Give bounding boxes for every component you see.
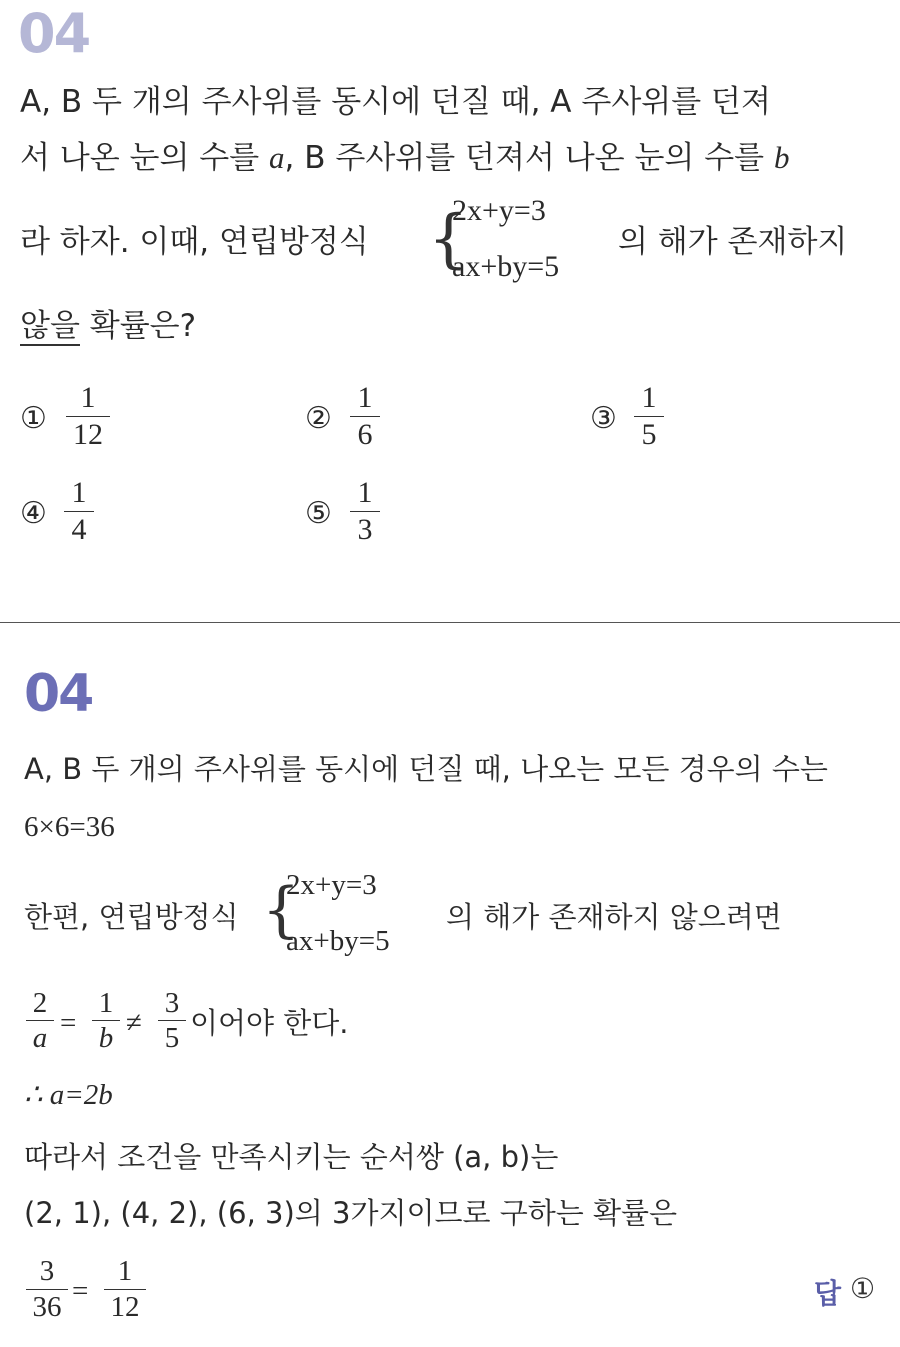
- cond-f3-den: 5: [164, 1022, 180, 1054]
- cond-fraction-1: [26, 988, 54, 1053]
- solution-eq-1: 2x+y=3: [286, 869, 377, 901]
- choice-5-denominator: 3: [357, 513, 373, 546]
- cond-eq-sign: =: [60, 1007, 77, 1039]
- cond-tail: 이어야 한다.: [190, 1006, 349, 1040]
- choice-3-fraction[interactable]: [634, 382, 664, 451]
- question-line-1-text: A, B 두 개의 주사위를 동시에 던질 때, A 주사위를 던져: [20, 84, 771, 120]
- question-line-4-rest: 확률은?: [79, 308, 197, 344]
- question-equation-system: [452, 194, 559, 284]
- choice-2-fraction[interactable]: [350, 382, 380, 451]
- final-fraction-2: [104, 1256, 146, 1323]
- question-eq-2: ax+by=5: [452, 250, 560, 283]
- question-line-3-pre: 라 하자. 이때, 연립방정식: [20, 224, 369, 260]
- choice-2-mark[interactable]: ②: [305, 401, 332, 436]
- choice-4-mark[interactable]: ④: [20, 496, 47, 531]
- cond-f2-den: b: [98, 1022, 114, 1054]
- choice-3-numerator: 1: [641, 381, 657, 414]
- solution-number: 04: [24, 664, 93, 724]
- solution-equation-brace: {: [262, 875, 301, 945]
- solution-equation-system: [286, 868, 390, 958]
- choice-1-denominator: 12: [73, 418, 103, 451]
- cond-f1-den: a: [32, 1022, 48, 1054]
- choice-4-fraction[interactable]: [64, 477, 94, 546]
- choice-1-fraction[interactable]: [66, 382, 110, 451]
- choice-1-numerator: 1: [80, 381, 96, 414]
- final-f2-den: 12: [110, 1291, 140, 1323]
- solution-line-3-pre: 한편, 연립방정식: [24, 900, 239, 934]
- question-line-3-post: 의 해가 존재하지: [618, 224, 848, 260]
- question-line-2-pre: 서 나온 눈의 수를: [20, 140, 270, 176]
- answer-mark: ①: [850, 1272, 876, 1305]
- choice-4-denominator: 4: [71, 513, 87, 546]
- solution-line-1: A, B 두 개의 주사위를 동시에 던질 때, 나오는 모든 경우의 수는: [24, 752, 828, 786]
- question-line-2: [20, 138, 789, 178]
- underlined-word: 않을: [20, 308, 80, 344]
- therefore-line: ∴ a=2b: [24, 1079, 113, 1111]
- answer-label: 답: [814, 1277, 842, 1310]
- solution-eq-2: ax+by=5: [286, 925, 390, 957]
- question-number: 04: [18, 2, 90, 65]
- final-eq-sign: =: [72, 1275, 89, 1307]
- solution-line-3-post: 의 해가 존재하지 않으려면: [446, 900, 782, 934]
- final-f2-num: 1: [117, 1255, 133, 1287]
- question-line-2-mid: , B 주사위를 던져서 나온 눈의 수를: [284, 140, 774, 176]
- variable-a: a: [269, 140, 285, 175]
- cond-f3-num: 3: [164, 987, 180, 1019]
- solution-line-6: 따라서 조건을 만족시키는 순서쌍 (a, b)는: [24, 1140, 559, 1174]
- choice-3-denominator: 5: [641, 418, 657, 451]
- cond-neq-sign: ≠: [126, 1007, 142, 1039]
- choice-2-numerator: 1: [357, 381, 373, 414]
- choice-1-mark[interactable]: ①: [20, 401, 47, 436]
- final-f1-num: 3: [39, 1255, 55, 1287]
- choice-5-mark[interactable]: ⑤: [305, 496, 332, 531]
- choice-2-denominator: 6: [357, 418, 373, 451]
- question-line-1: [20, 82, 771, 122]
- choice-4-numerator: 1: [71, 476, 87, 509]
- solution-line-2: 6×6=36: [24, 811, 115, 843]
- choice-5-fraction[interactable]: [350, 477, 380, 546]
- final-f1-den: 36: [32, 1291, 62, 1323]
- cond-fraction-3: [158, 988, 186, 1053]
- choice-3-mark[interactable]: ③: [590, 401, 617, 436]
- equation-brace: {: [428, 202, 469, 276]
- variable-b: b: [773, 140, 790, 175]
- section-divider: [0, 622, 900, 623]
- solution-line-7: (2, 1), (4, 2), (6, 3)의 3가지이므로 구하는 확률은: [24, 1196, 678, 1230]
- final-fraction-1: [26, 1256, 68, 1323]
- cond-fraction-2: [92, 988, 120, 1053]
- cond-f1-num: 2: [32, 987, 48, 1019]
- question-eq-1: 2x+y=3: [452, 194, 546, 227]
- question-line-4: [20, 306, 196, 346]
- choice-5-numerator: 1: [357, 476, 373, 509]
- cond-f2-num: 1: [98, 987, 114, 1019]
